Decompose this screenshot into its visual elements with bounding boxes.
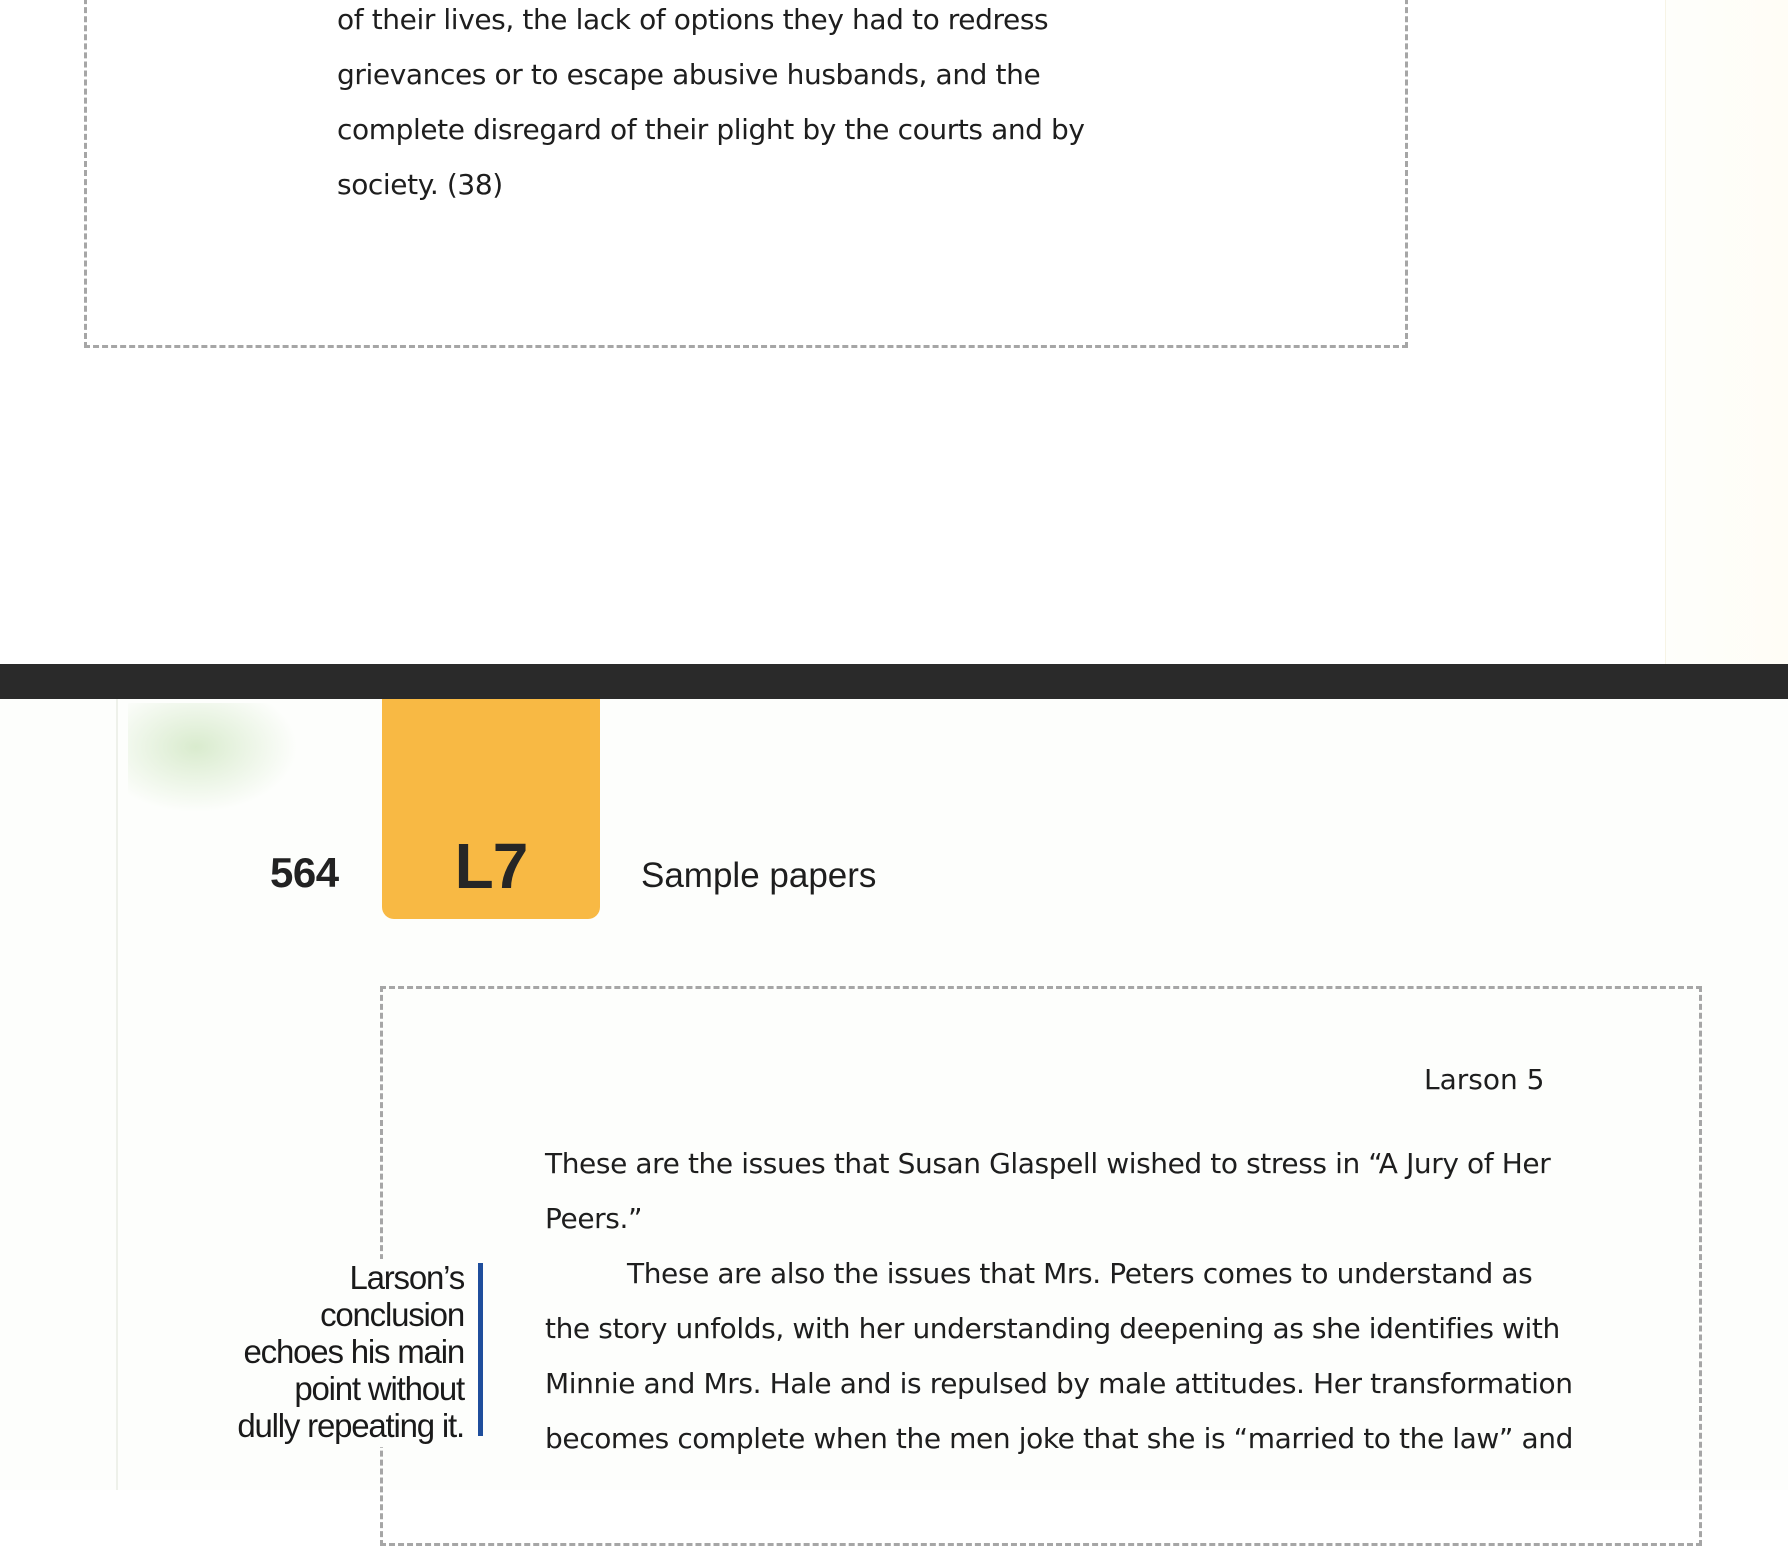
text-line: society. (38) — [337, 168, 503, 201]
margin-annotation-text — [237, 1259, 464, 1444]
document-page-bottom — [0, 699, 1788, 1490]
page-right-margin — [1665, 0, 1788, 664]
text-line: These are also the issues that Mrs. Peters comes to understand as — [627, 1257, 1533, 1290]
section-title: Sample papers — [641, 856, 877, 895]
annotation-line: echoes his main — [243, 1333, 464, 1370]
paper-paragraphs — [545, 1136, 1573, 1466]
text-line: Minnie and Mrs. Hale and is repulsed by male attitudes. Her transformation — [545, 1367, 1573, 1400]
text-line: grievances or to escape abusive husbands, and the — [337, 58, 1041, 91]
chapter-tab-label: L7 — [454, 830, 528, 902]
text-line: Peers.” — [545, 1202, 643, 1235]
block-quote — [337, 0, 1117, 212]
text-line: of their lives, the lack of options they had to redress — [337, 3, 1049, 36]
scan-smudge — [128, 703, 298, 813]
document-page-top — [0, 0, 1788, 664]
running-head: Larson 5 — [1424, 1063, 1545, 1096]
page-left-edge — [116, 699, 118, 1490]
text-line: complete disregard of their plight by the courts and by — [337, 113, 1085, 146]
margin-annotation — [200, 1259, 464, 1447]
annotation-line: point without — [294, 1370, 464, 1407]
text-line: These are the issues that Susan Glaspell wished to stress in “A Jury of Her — [545, 1147, 1551, 1180]
text-line: the story unfolds, with her understanding deepening as she identifies with — [545, 1312, 1560, 1345]
page-divider — [0, 664, 1788, 699]
chapter-tab — [382, 699, 600, 919]
annotation-line: dully repeating it. — [237, 1407, 464, 1444]
page-number: 564 — [270, 849, 339, 896]
text-line: becomes complete when the men joke that she is “married to the law” and — [545, 1422, 1573, 1455]
annotation-line: conclusion — [320, 1296, 464, 1333]
annotation-bar — [478, 1263, 483, 1436]
annotation-line: Larson’s — [349, 1259, 464, 1296]
